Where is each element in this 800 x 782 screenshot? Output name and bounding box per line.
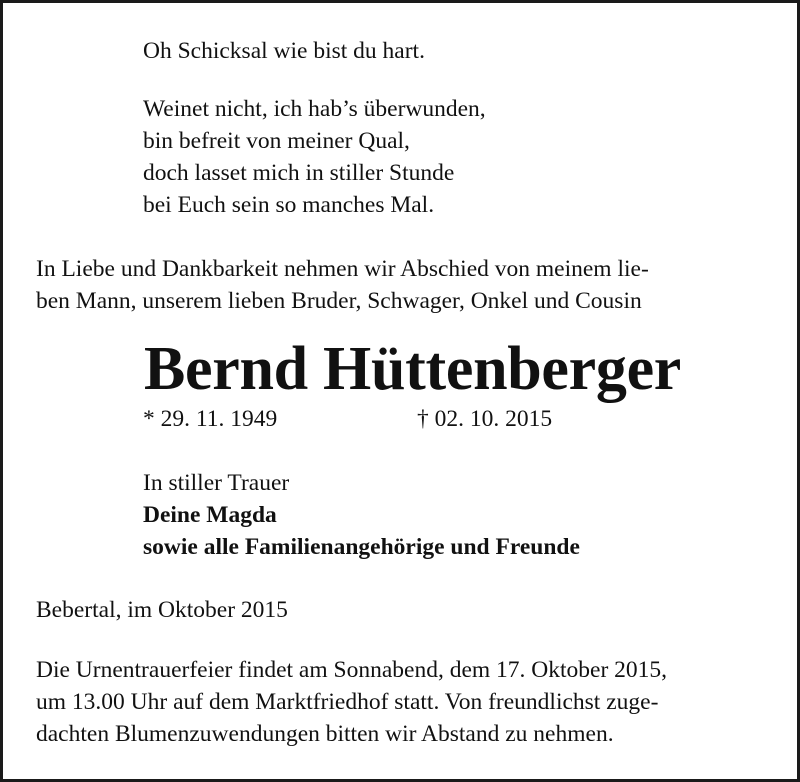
intro-line-1: In Liebe und Dankbarkeit nehmen wir Abschied von meinem lie- [36, 256, 649, 282]
mourners-intro: In stiller Trauer [143, 470, 290, 496]
intro-line-2: ben Mann, unserem lieben Bruder, Schwager, Onkel und Cousin [36, 288, 642, 314]
place-date: Bebertal, im Oktober 2015 [36, 597, 288, 623]
poem-line-2: Weinet nicht, ich hab’s überwunden, [143, 96, 486, 122]
deceased-name: Bernd Hüttenberger [144, 335, 682, 403]
funeral-line-2: um 13.00 Uhr auf dem Marktfriedhof statt. Von freundlichst zuge- [36, 689, 659, 715]
funeral-line-3: dachten Blumenzuwendungen bitten wir Abstand zu nehmen. [36, 721, 614, 747]
mourner-name-2: sowie alle Familienangehörige und Freunde [143, 534, 580, 560]
funeral-line-1: Die Urnentrauerfeier findet am Sonnabend, dem 17. Oktober 2015, [36, 657, 668, 683]
death-date: † 02. 10. 2015 [417, 406, 553, 432]
poem-line-4: doch lasset mich in stiller Stunde [143, 160, 455, 186]
birth-date: * 29. 11. 1949 [143, 406, 278, 432]
mourner-name-1: Deine Magda [143, 502, 277, 528]
poem-line-1: Oh Schicksal wie bist du hart. [143, 38, 425, 64]
poem-line-3: bin befreit von meiner Qual, [143, 128, 410, 154]
poem-line-5: bei Euch sein so manches Mal. [143, 192, 435, 218]
